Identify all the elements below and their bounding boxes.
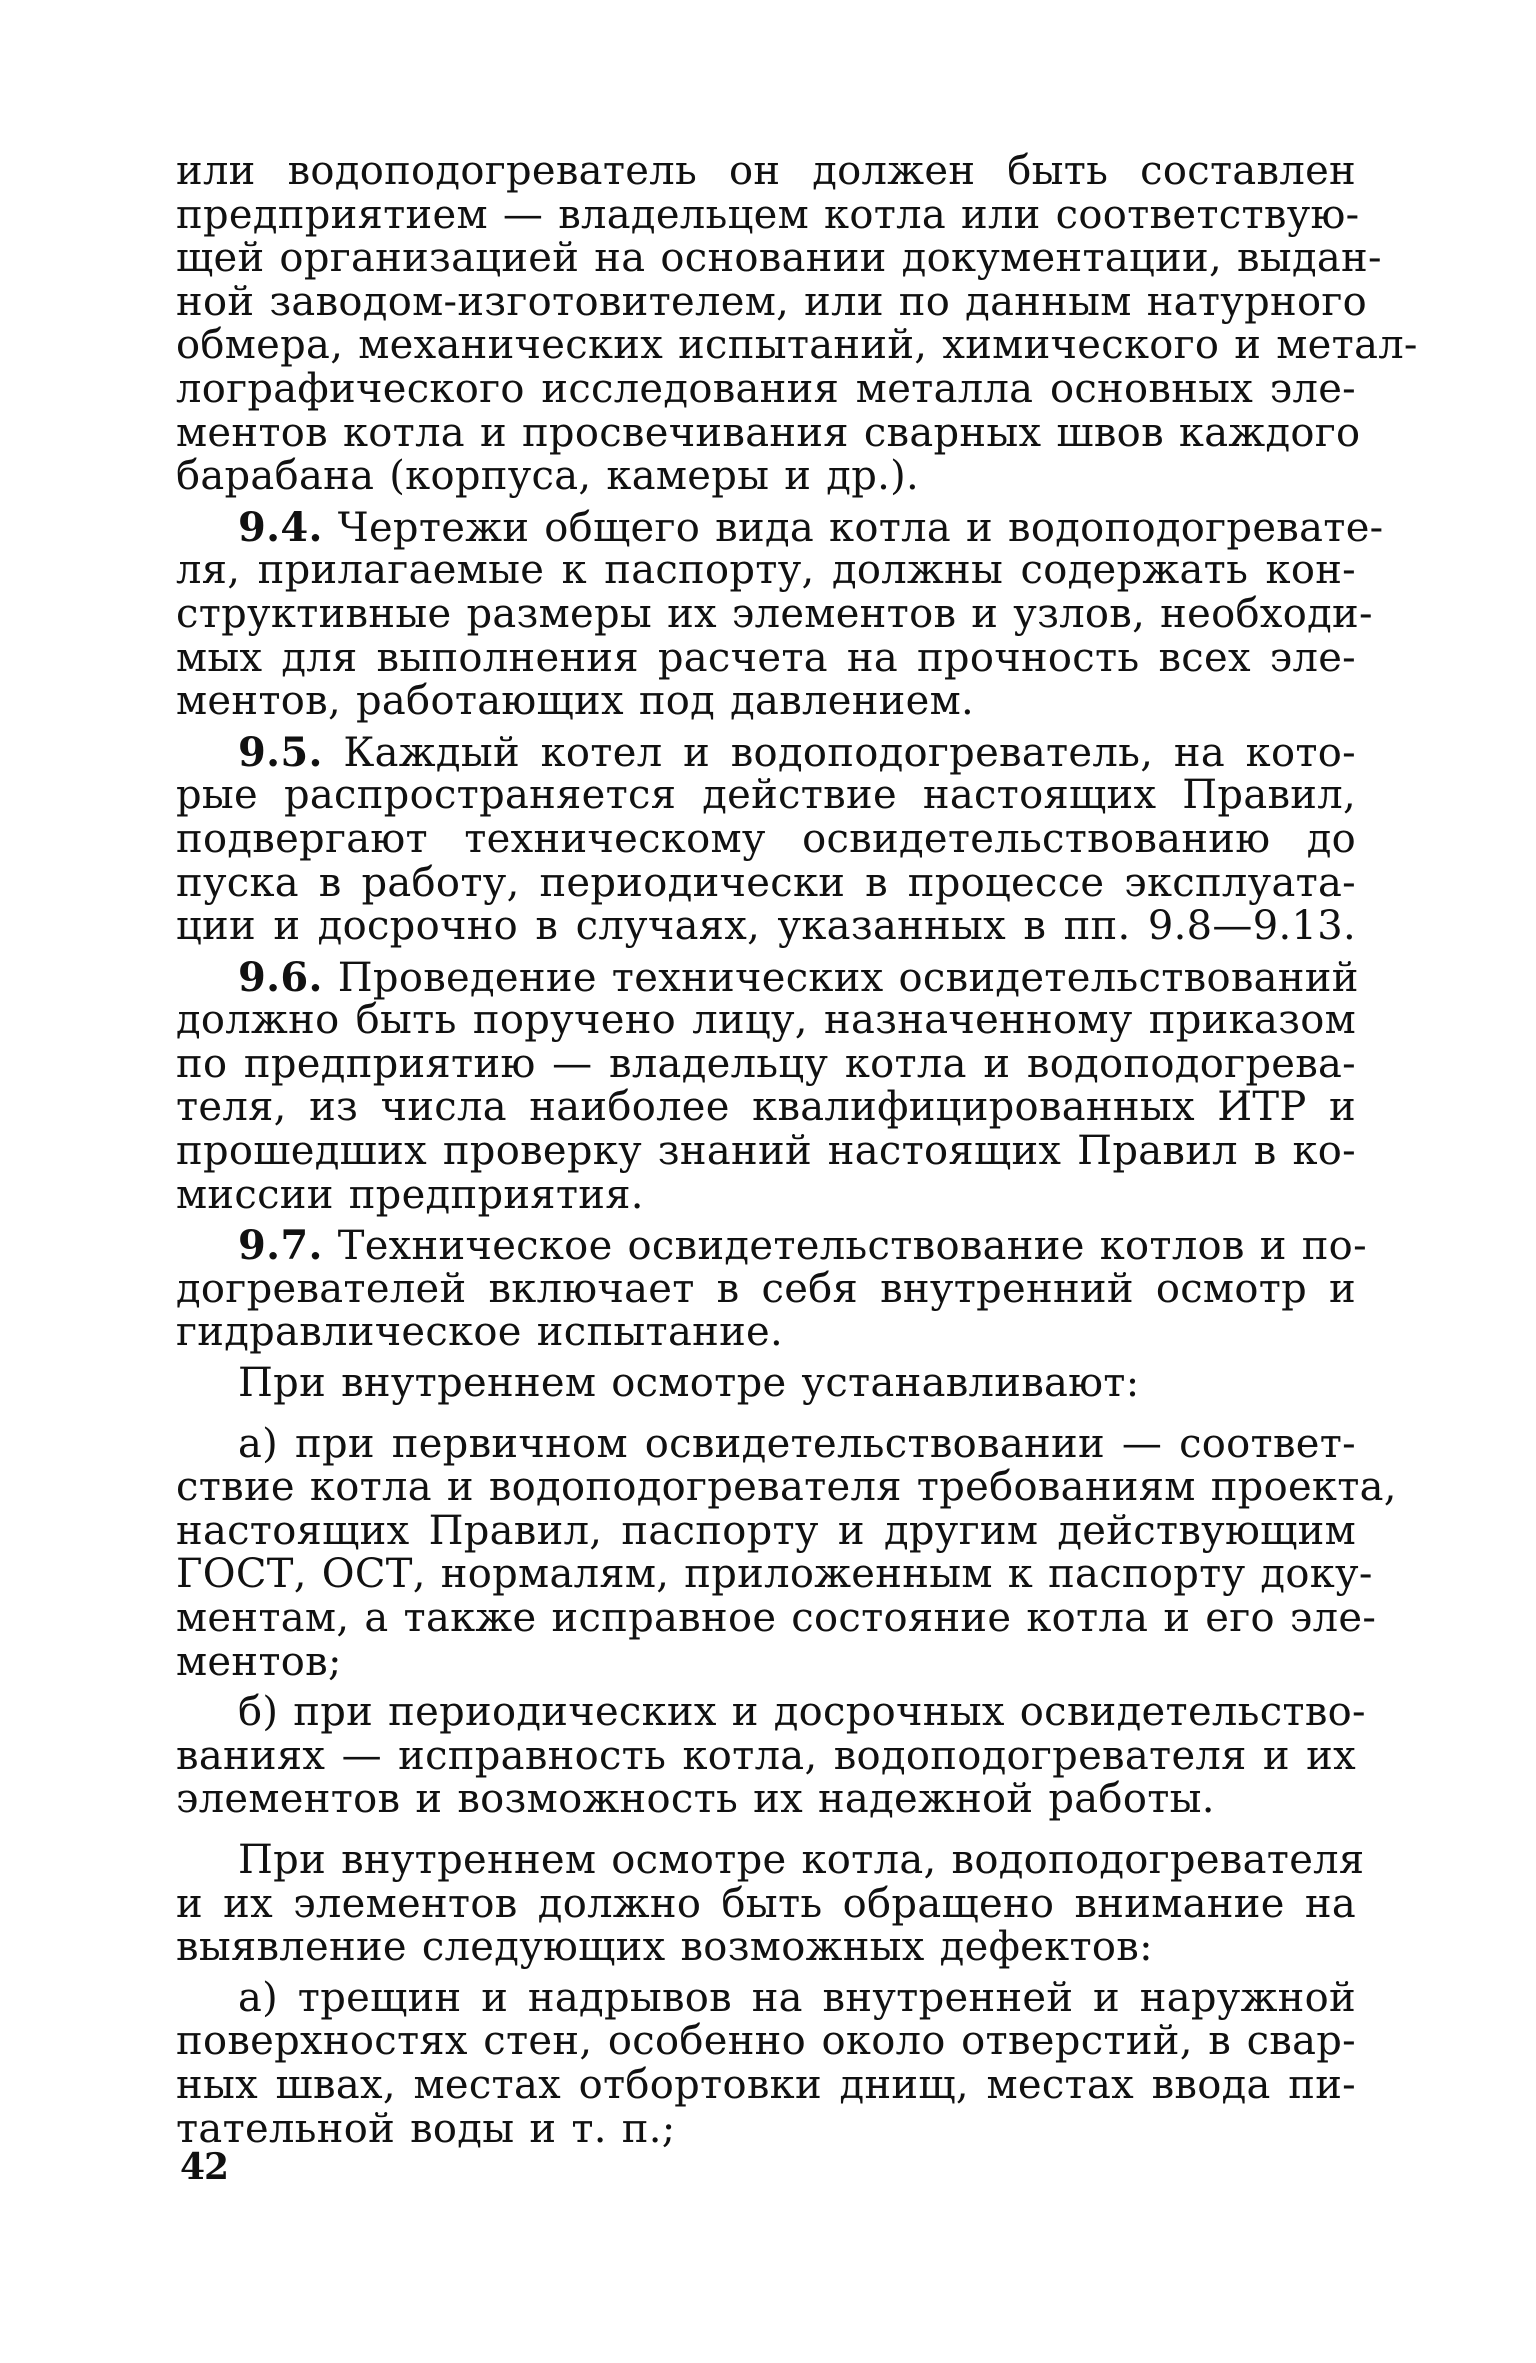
- text-line: 9.7. Техническое освидетельствование котлов и по-: [238, 1222, 1367, 1270]
- text-line: лографического исследования металла основных эле-: [176, 365, 1356, 412]
- text-line: подвергают техническому освидетельствованию до: [176, 815, 1356, 862]
- text-line: 9.5. Каждый котел и водоподогреватель, на кото-: [238, 728, 1356, 776]
- paragraph-number: 9.5.: [238, 728, 323, 776]
- text-line: ных швах, местах отбортовки днищ, местах ввода пи-: [176, 2061, 1356, 2108]
- text-line: ной заводом-изготовителем, или по данным натурного: [176, 278, 1367, 325]
- text-line: ментов котла и просвечивания сварных швов каждого: [176, 409, 1361, 456]
- text-line: теля, из числа наиболее квалифицированных ИТР и: [176, 1084, 1356, 1131]
- text-line: поверхностях стен, особенно около отверстий, в свар-: [176, 2018, 1356, 2065]
- text-line: прошедших проверку знаний настоящих Правил в ко-: [176, 1128, 1356, 1175]
- text-line: 9.4. Чертежи общего вида котла и водоподогревате-: [238, 503, 1384, 551]
- paragraph-number: 9.7.: [238, 1222, 323, 1270]
- text-line: или водоподогреватель он должен быть составлен: [176, 148, 1356, 194]
- paragraph-number: 9.4.: [238, 503, 323, 551]
- text-line: ментов, работающих под давлением.: [176, 678, 975, 725]
- text-line: щей организацией на основании документации, выдан-: [176, 235, 1382, 282]
- text-line: структивные размеры их элементов и узлов, необходи-: [176, 590, 1373, 637]
- page-number: 42: [180, 2146, 229, 2188]
- text-line: барабана (корпуса, камеры и др.).: [176, 453, 920, 500]
- page-body: [176, 148, 1418, 2152]
- text-line: обмера, механических испытаний, химического и метал-: [176, 322, 1418, 369]
- paragraph-number: 9.6.: [238, 953, 323, 1001]
- text-line: При внутреннем осмотре котла, водоподогревателя: [238, 1836, 1365, 1883]
- text-line: пуска в работу, периодически в процессе эксплуата-: [176, 859, 1356, 906]
- text-line: ля, прилагаемые к паспорту, должны содержать кон-: [176, 547, 1356, 594]
- text-line: а) при первичном освидетельствовании — соответ-: [238, 1420, 1356, 1467]
- text-line: б) при периодических и досрочных освидетельство-: [238, 1689, 1366, 1736]
- text-line: ции и досрочно в случаях, указанных в пп. 9.8—9.13.: [176, 903, 1356, 950]
- text-line: ментам, а также исправное состояние котла и его эле-: [176, 1595, 1377, 1641]
- defect-item-a: [176, 1974, 1356, 2152]
- text-line: При внутреннем осмотре устанавливают:: [238, 1360, 1140, 1407]
- text-line: догревателей включает в себя внутренний осмотр и: [176, 1265, 1356, 1312]
- text-line: должно быть поручено лицу, назначенному приказом: [176, 997, 1356, 1044]
- list-item-b: [176, 1689, 1366, 1823]
- text-line: рые распространяется действие настоящих Правил,: [176, 772, 1356, 819]
- text-line: ГОСТ, ОСТ, нормалям, приложенным к паспорту доку-: [176, 1551, 1373, 1598]
- text-line: ваниях — исправность котла, водоподогревателя и их: [176, 1732, 1356, 1779]
- text-line: и их элементов должно быть обращено внимание на: [176, 1880, 1356, 1927]
- paragraph-defects-intro: [176, 1836, 1365, 1971]
- paragraph-9-7: [176, 1222, 1367, 1356]
- paragraph-9-4: [176, 503, 1384, 725]
- text-line: по предприятию — владельцу котла и водоподогрева-: [176, 1040, 1356, 1087]
- list-item-a: [176, 1420, 1397, 1685]
- text-line: 9.6. Проведение технических освидетельствований: [238, 953, 1359, 1001]
- text-line: предприятием — владельцем котла или соответствую-: [176, 191, 1360, 238]
- text-line: миссии предприятия.: [176, 1171, 644, 1218]
- paragraph-intro: [176, 148, 1418, 500]
- paragraph-inner-inspection-intro: [176, 1362, 1356, 1406]
- paragraph-9-6: [176, 953, 1359, 1218]
- text-line: гидравлическое испытание.: [176, 1309, 784, 1356]
- text-line: ментов;: [176, 1638, 342, 1685]
- text-line: а) трещин и надрывов на внутренней и наружной: [238, 1974, 1356, 2021]
- text-line: тательной воды и т. п.;: [176, 2105, 676, 2152]
- text-line: выявление следующих возможных дефектов:: [176, 1924, 1153, 1971]
- text-line: мых для выполнения расчета на прочность всех эле-: [176, 634, 1356, 681]
- text-line: настоящих Правил, паспорту и другим действующим: [176, 1507, 1356, 1554]
- text-line: элементов и возможность их надежной работы.: [176, 1776, 1215, 1823]
- text-line: ствие котла и водоподогревателя требованиям проекта,: [176, 1464, 1397, 1511]
- paragraph-9-5: [176, 728, 1356, 950]
